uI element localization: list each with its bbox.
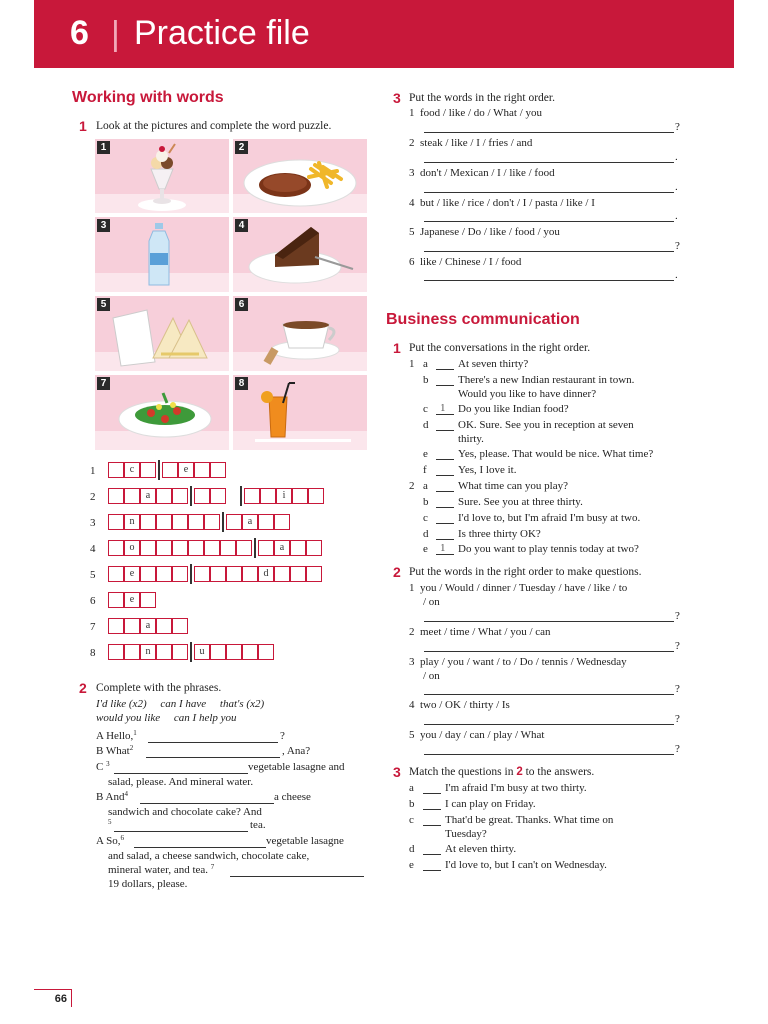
dialogue-line bbox=[96, 760, 110, 776]
picture-badge: 8 bbox=[235, 377, 248, 390]
puzzle-cell[interactable] bbox=[210, 566, 226, 582]
puzzle-cell[interactable] bbox=[226, 566, 242, 582]
puzzle-cell[interactable] bbox=[108, 514, 124, 530]
row-number: 2 bbox=[409, 480, 415, 492]
answer-line[interactable] bbox=[146, 757, 280, 758]
row-text: At seven thirty? bbox=[458, 358, 529, 370]
exercise-instruction: Look at the pictures and complete the word puzzle. bbox=[96, 120, 332, 132]
puzzle-cell[interactable] bbox=[172, 618, 188, 634]
answer-line[interactable] bbox=[424, 724, 674, 725]
puzzle-cell[interactable]: i bbox=[276, 488, 292, 504]
puzzle-cell[interactable] bbox=[124, 644, 140, 660]
picture-badge: 7 bbox=[97, 377, 110, 390]
row-number: 1 bbox=[409, 358, 415, 370]
item-continuation: / on bbox=[423, 596, 440, 608]
puzzle-cell[interactable] bbox=[108, 488, 124, 504]
row-letter: a bbox=[409, 782, 414, 794]
puzzle-cell[interactable] bbox=[140, 592, 156, 608]
puzzle-cell[interactable] bbox=[172, 644, 188, 660]
picture-3 bbox=[95, 217, 229, 292]
gap-number: 7 bbox=[210, 863, 215, 871]
item-number: 1 bbox=[409, 107, 415, 119]
puzzle-divider bbox=[190, 486, 192, 506]
page-number: 66 bbox=[34, 989, 72, 1007]
puzzle-row-number: 6 bbox=[90, 595, 96, 607]
puzzle-cell[interactable] bbox=[156, 644, 172, 660]
puzzle-cell[interactable]: u bbox=[194, 644, 210, 660]
puzzle-row-number: 2 bbox=[90, 491, 96, 503]
answer-line[interactable] bbox=[424, 132, 674, 133]
list-item bbox=[409, 698, 510, 713]
puzzle-row-number: 1 bbox=[90, 465, 96, 477]
picture-badge: 5 bbox=[97, 298, 110, 311]
puzzle-cell[interactable] bbox=[172, 540, 188, 556]
instruction-text: to the answers. bbox=[525, 766, 595, 778]
puzzle-divider bbox=[222, 512, 224, 532]
item-end: ? bbox=[675, 240, 680, 252]
puzzle-cell[interactable]: n bbox=[124, 514, 140, 530]
dialogue-end: , Ana? bbox=[282, 745, 311, 757]
gap-number: 4 bbox=[124, 790, 128, 798]
puzzle-cell[interactable] bbox=[108, 644, 124, 660]
puzzle-divider bbox=[190, 642, 192, 662]
row-letter: a bbox=[423, 480, 428, 492]
puzzle-cell[interactable] bbox=[108, 540, 124, 556]
exercise-instruction: Put the words in the right order to make questions. bbox=[409, 566, 642, 578]
item-text: like / Chinese / I / food bbox=[420, 256, 522, 268]
list-item bbox=[409, 196, 595, 211]
answer-blank[interactable] bbox=[423, 854, 441, 855]
picture-7 bbox=[95, 375, 229, 450]
item-number: 2 bbox=[409, 137, 415, 149]
ice-cream-sundae-icon bbox=[95, 139, 229, 213]
puzzle-divider bbox=[240, 486, 242, 506]
puzzle-cell[interactable] bbox=[210, 644, 226, 660]
speaker-label: A bbox=[96, 835, 104, 847]
row-text: That'd be great. Thanks. What time on bbox=[445, 814, 614, 826]
puzzle-cell[interactable] bbox=[108, 592, 124, 608]
puzzle-cell[interactable] bbox=[290, 540, 306, 556]
puzzle-cell[interactable] bbox=[188, 514, 204, 530]
puzzle-cell[interactable] bbox=[290, 566, 306, 582]
item-number: 4 bbox=[409, 197, 415, 209]
list-item bbox=[409, 166, 555, 181]
puzzle-cell[interactable] bbox=[258, 644, 274, 660]
dialogue-continuation: sandwich and chocolate cake? And bbox=[108, 806, 262, 818]
answer-blank[interactable] bbox=[436, 459, 454, 460]
picture-6 bbox=[233, 296, 367, 371]
puzzle-cell[interactable] bbox=[242, 644, 258, 660]
item-number: 2 bbox=[409, 626, 415, 638]
picture-badge: 3 bbox=[97, 219, 110, 232]
row-letter: e bbox=[409, 859, 414, 871]
picture-8 bbox=[233, 375, 367, 450]
puzzle-cell[interactable] bbox=[210, 488, 226, 504]
puzzle-cell[interactable] bbox=[188, 540, 204, 556]
dialogue-line bbox=[96, 790, 128, 806]
item-number: 3 bbox=[409, 656, 415, 668]
answer-line[interactable] bbox=[424, 651, 674, 652]
item-text: two / OK / thirty / Is bbox=[420, 699, 510, 711]
answer-blank[interactable] bbox=[436, 507, 454, 508]
puzzle-cell[interactable]: a bbox=[140, 618, 156, 634]
phrase-bank-line-1: I'd like (x2) can I have that's (x2) bbox=[96, 698, 265, 710]
puzzle-cell[interactable]: e bbox=[124, 592, 140, 608]
sandwich-icon bbox=[95, 296, 229, 371]
dialogue-line bbox=[108, 818, 112, 834]
list-item bbox=[409, 106, 542, 121]
puzzle-cell[interactable] bbox=[156, 566, 172, 582]
puzzle-cell[interactable]: d bbox=[258, 566, 274, 582]
item-text: food / like / do / What / you bbox=[420, 107, 543, 119]
item-text: don't / Mexican / I / like / food bbox=[420, 167, 555, 179]
item-number: 1 bbox=[409, 582, 415, 594]
puzzle-cell[interactable] bbox=[306, 540, 322, 556]
answer-blank[interactable] bbox=[436, 475, 454, 476]
puzzle-row-number: 5 bbox=[90, 569, 96, 581]
page-header bbox=[34, 0, 734, 68]
answer-line[interactable] bbox=[424, 221, 674, 222]
exercise-number: 1 bbox=[393, 340, 401, 356]
puzzle-cell[interactable] bbox=[210, 462, 226, 478]
row-text: Yes, I love it. bbox=[458, 464, 517, 476]
answer-line[interactable] bbox=[140, 803, 274, 804]
phrase-bank-line-2: would you like can I help you bbox=[96, 712, 237, 724]
gap-number: 1 bbox=[133, 729, 137, 737]
answer-line[interactable] bbox=[424, 621, 674, 622]
puzzle-cell[interactable]: a bbox=[274, 540, 290, 556]
dialogue-text: So, bbox=[106, 835, 121, 847]
row-letter: b bbox=[423, 496, 429, 508]
answer-blank[interactable] bbox=[436, 539, 454, 540]
answer-blank[interactable] bbox=[423, 825, 441, 826]
item-end: . bbox=[675, 181, 678, 193]
row-text: Is three thirty OK? bbox=[458, 528, 541, 540]
list-item bbox=[409, 255, 521, 270]
list-item bbox=[409, 581, 627, 596]
answer-line[interactable] bbox=[424, 251, 674, 252]
dialogue-end: vegetable lasagne and bbox=[248, 761, 345, 773]
exercise-instruction: Put the conversations in the right order. bbox=[409, 342, 591, 354]
puzzle-cell[interactable] bbox=[140, 566, 156, 582]
puzzle-cell[interactable] bbox=[292, 488, 308, 504]
row-letter: c bbox=[409, 814, 414, 826]
answer-blank[interactable] bbox=[436, 385, 454, 386]
row-letter: b bbox=[409, 798, 415, 810]
item-number: 5 bbox=[409, 729, 415, 741]
picture-2 bbox=[233, 139, 367, 213]
puzzle-cell[interactable] bbox=[258, 540, 274, 556]
puzzle-cell[interactable]: a bbox=[242, 514, 258, 530]
puzzle-divider bbox=[158, 460, 160, 480]
dialogue-text: What bbox=[105, 745, 130, 757]
row-letter: d bbox=[423, 419, 429, 431]
puzzle-cell[interactable] bbox=[204, 514, 220, 530]
item-continuation: / on bbox=[423, 670, 440, 682]
answer-blank[interactable] bbox=[423, 793, 441, 794]
page-title: Practice file bbox=[134, 14, 310, 52]
item-end: ? bbox=[675, 713, 680, 725]
puzzle-cell[interactable] bbox=[226, 514, 242, 530]
row-text: I'd love to, but I can't on Wednesday. bbox=[445, 859, 607, 871]
answer-line[interactable] bbox=[424, 162, 674, 163]
puzzle-cell[interactable] bbox=[226, 644, 242, 660]
answer-line[interactable] bbox=[424, 192, 674, 193]
list-item bbox=[409, 625, 551, 640]
row-text: OK. Sure. See you in reception at seven bbox=[458, 419, 634, 431]
dialogue-line bbox=[96, 729, 137, 745]
coffee-cup-icon bbox=[233, 296, 367, 371]
answer-blank[interactable] bbox=[423, 809, 441, 810]
speaker-label: B bbox=[96, 791, 104, 803]
exercise-reference: 2 bbox=[516, 766, 523, 778]
picture-5 bbox=[95, 296, 229, 371]
puzzle-cell[interactable] bbox=[306, 566, 322, 582]
puzzle-cell[interactable] bbox=[140, 540, 156, 556]
row-letter: a bbox=[423, 358, 428, 370]
unit-number: 6 bbox=[70, 14, 89, 52]
dialogue-text: mineral water, and tea. bbox=[108, 864, 209, 876]
puzzle-cell[interactable] bbox=[244, 488, 260, 504]
section-title-business-communication: Business communication bbox=[386, 311, 580, 328]
exercise-instruction bbox=[409, 765, 594, 780]
puzzle-cell[interactable] bbox=[194, 566, 210, 582]
row-letter: d bbox=[423, 528, 429, 540]
answer-blank[interactable] bbox=[423, 870, 441, 871]
answer-blank[interactable] bbox=[436, 491, 454, 492]
row-text: Do you like Indian food? bbox=[458, 403, 569, 415]
answer-line[interactable] bbox=[148, 742, 278, 743]
section-title-working-with-words: Working with words bbox=[72, 89, 224, 106]
item-end: ? bbox=[675, 640, 680, 652]
puzzle-row-number: 3 bbox=[90, 517, 96, 529]
item-number: 6 bbox=[409, 256, 415, 268]
puzzle-cell[interactable] bbox=[156, 618, 172, 634]
puzzle-cell[interactable] bbox=[194, 462, 210, 478]
dialogue-end: a cheese bbox=[274, 791, 311, 803]
answer-line[interactable] bbox=[114, 831, 248, 832]
row-text: thirty. bbox=[458, 433, 484, 445]
row-text: At eleven thirty. bbox=[445, 843, 517, 855]
gap-number: 2 bbox=[129, 744, 134, 752]
row-letter: c bbox=[423, 512, 428, 524]
answer-line[interactable] bbox=[114, 773, 248, 774]
puzzle-cell[interactable] bbox=[124, 618, 140, 634]
water-bottle-icon bbox=[95, 217, 229, 292]
row-letter: d bbox=[409, 843, 415, 855]
picture-badge: 6 bbox=[235, 298, 248, 311]
list-item bbox=[409, 728, 544, 743]
row-continuation: Tuesday? bbox=[445, 828, 487, 840]
exercise-instruction: Put the words in the right order. bbox=[409, 92, 555, 104]
puzzle-cell[interactable]: n bbox=[140, 644, 156, 660]
instruction-text: Match the questions in bbox=[409, 766, 514, 778]
puzzle-cell[interactable] bbox=[220, 540, 236, 556]
puzzle-cell[interactable] bbox=[204, 540, 220, 556]
gap-number: 5 bbox=[108, 818, 112, 826]
item-number: 4 bbox=[409, 699, 415, 711]
list-item bbox=[409, 136, 532, 151]
picture-1 bbox=[95, 139, 229, 213]
puzzle-cell[interactable] bbox=[156, 488, 172, 504]
puzzle-cell[interactable] bbox=[140, 514, 156, 530]
row-text: What time can you play? bbox=[458, 480, 568, 492]
answer-line[interactable] bbox=[424, 694, 674, 695]
row-letter: e bbox=[423, 543, 428, 555]
dialogue-end: tea. bbox=[250, 819, 266, 831]
puzzle-row-number: 7 bbox=[90, 621, 96, 633]
dialogue-end: ? bbox=[280, 730, 285, 742]
exercise-number: 1 bbox=[79, 118, 87, 134]
speaker-label: C bbox=[96, 761, 104, 773]
row-text: I'm afraid I'm busy at two thirty. bbox=[445, 782, 587, 794]
speaker-label: B bbox=[96, 745, 104, 757]
chocolate-cake-icon bbox=[233, 217, 367, 292]
puzzle-cell[interactable] bbox=[140, 462, 156, 478]
steak-and-fries-icon bbox=[233, 139, 367, 213]
item-end: . bbox=[675, 269, 678, 281]
juice-glass-icon bbox=[233, 375, 367, 450]
puzzle-divider bbox=[254, 538, 256, 558]
exercise-number: 2 bbox=[79, 680, 87, 696]
puzzle-cell[interactable]: a bbox=[140, 488, 156, 504]
answer-line[interactable] bbox=[424, 754, 674, 755]
puzzle-row-number: 4 bbox=[90, 543, 96, 555]
item-text: Japanese / Do / like / food / you bbox=[420, 226, 560, 238]
puzzle-cell[interactable]: c bbox=[124, 462, 140, 478]
puzzle-cell[interactable] bbox=[242, 566, 258, 582]
row-letter: c bbox=[423, 403, 428, 415]
row-text: Do you want to play tennis today at two? bbox=[458, 543, 639, 555]
puzzle-cell[interactable] bbox=[156, 540, 172, 556]
answer-line[interactable] bbox=[424, 280, 674, 281]
puzzle-cell[interactable] bbox=[236, 540, 252, 556]
row-text: Sure. See you at three thirty. bbox=[458, 496, 583, 508]
salad-icon bbox=[95, 375, 229, 450]
picture-badge: 2 bbox=[235, 141, 248, 154]
exercise-number: 2 bbox=[393, 564, 401, 580]
item-end: . bbox=[675, 210, 678, 222]
row-letter: b bbox=[423, 374, 429, 386]
dialogue-continuation: salad, please. And mineral water. bbox=[108, 776, 254, 788]
list-item bbox=[409, 225, 560, 240]
gap-number: 6 bbox=[120, 834, 124, 842]
item-text: meet / time / What / you / can bbox=[420, 626, 551, 638]
item-number: 5 bbox=[409, 226, 415, 238]
exercise-number: 3 bbox=[393, 764, 401, 780]
item-end: ? bbox=[675, 610, 680, 622]
puzzle-cell[interactable] bbox=[108, 566, 124, 582]
row-text: Would you like to have dinner? bbox=[458, 388, 597, 400]
row-text: I'd love to, but I'm afraid I'm busy at two. bbox=[458, 512, 641, 524]
speaker-label: A bbox=[96, 730, 104, 742]
picture-badge: 1 bbox=[97, 141, 110, 154]
puzzle-cell[interactable] bbox=[162, 462, 178, 478]
item-text: you / Would / dinner / Tuesday / have / like / to bbox=[420, 582, 628, 594]
answer-blank[interactable] bbox=[436, 523, 454, 524]
puzzle-cell[interactable] bbox=[194, 488, 210, 504]
puzzle-cell[interactable] bbox=[172, 566, 188, 582]
puzzle-cell[interactable]: o bbox=[124, 540, 140, 556]
dialogue-text: Hello, bbox=[106, 730, 134, 742]
item-text: but / like / rice / don't / I / pasta / like / I bbox=[420, 197, 595, 209]
exercise-number: 3 bbox=[393, 90, 401, 106]
puzzle-cell[interactable] bbox=[172, 488, 188, 504]
dialogue-continuation: 19 dollars, please. bbox=[108, 878, 188, 890]
row-letter: f bbox=[423, 464, 427, 476]
item-number: 3 bbox=[409, 167, 415, 179]
dialogue-continuation: and salad, a cheese sandwich, chocolate cake, bbox=[108, 850, 310, 862]
picture-badge: 4 bbox=[235, 219, 248, 232]
dialogue-line bbox=[96, 834, 124, 850]
conversation-row bbox=[409, 357, 415, 372]
gap-number: 3 bbox=[106, 760, 110, 768]
row-text: There's a new Indian restaurant in town. bbox=[458, 374, 635, 386]
puzzle-divider bbox=[190, 564, 192, 584]
puzzle-cell[interactable] bbox=[108, 462, 124, 478]
row-text: Yes, please. That would be nice. What time? bbox=[458, 448, 654, 460]
row-letter: e bbox=[423, 448, 428, 460]
item-end: ? bbox=[675, 743, 680, 755]
puzzle-cell[interactable] bbox=[108, 618, 124, 634]
item-text: steak / like / I / fries / and bbox=[420, 137, 533, 149]
answer-blank[interactable] bbox=[436, 369, 454, 370]
item-end: ? bbox=[675, 121, 680, 133]
dialogue-line bbox=[96, 744, 133, 760]
puzzle-row-number: 8 bbox=[90, 647, 96, 659]
item-text: play / you / want / to / Do / tennis / Wednesday bbox=[420, 656, 627, 668]
list-item bbox=[409, 655, 627, 670]
dialogue-end: vegetable lasagne bbox=[266, 835, 344, 847]
item-end: . bbox=[675, 151, 678, 163]
filled-answer: 1 bbox=[440, 542, 446, 554]
item-end: ? bbox=[675, 683, 680, 695]
puzzle-cell[interactable] bbox=[260, 488, 276, 504]
exercise-instruction: Complete with the phrases. bbox=[96, 682, 222, 694]
puzzle-cell[interactable] bbox=[274, 514, 290, 530]
answer-blank[interactable] bbox=[436, 430, 454, 431]
answer-line[interactable] bbox=[230, 876, 364, 877]
puzzle-cell[interactable] bbox=[258, 514, 274, 530]
row-text: I can play on Friday. bbox=[445, 798, 536, 810]
puzzle-cell[interactable] bbox=[274, 566, 290, 582]
puzzle-cell[interactable] bbox=[124, 488, 140, 504]
answer-line[interactable] bbox=[134, 847, 266, 848]
puzzle-cell[interactable] bbox=[308, 488, 324, 504]
item-text: you / day / can / play / What bbox=[420, 729, 545, 741]
puzzle-cell[interactable]: e bbox=[178, 462, 194, 478]
picture-4 bbox=[233, 217, 367, 292]
puzzle-cell[interactable]: e bbox=[124, 566, 140, 582]
dialogue-text: And bbox=[105, 791, 125, 803]
header-divider: | bbox=[111, 15, 120, 53]
puzzle-cell[interactable] bbox=[172, 514, 188, 530]
puzzle-cell[interactable] bbox=[156, 514, 172, 530]
filled-answer: 1 bbox=[440, 402, 446, 414]
